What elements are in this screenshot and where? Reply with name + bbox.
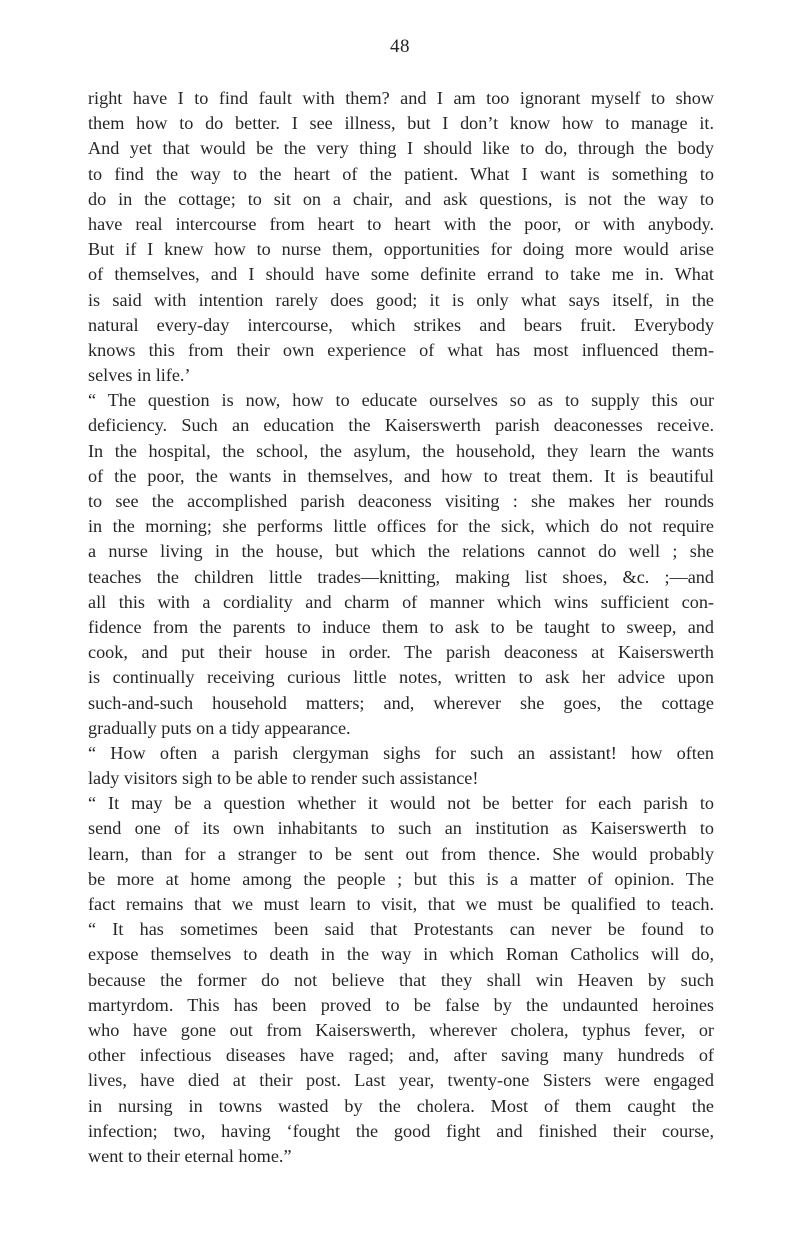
text-line: martyrdom. This has been proved to be false by the undaunted heroines bbox=[88, 994, 714, 1015]
text-line: “ The question is now, how to educate ourselves so as to supply this our bbox=[88, 390, 714, 411]
text-line: other infectious diseases have raged; and, after saving many hundreds of bbox=[88, 1045, 714, 1066]
text-line: infection; two, having ‘fought the good fight and finished their course, bbox=[88, 1120, 714, 1141]
text-line: gradually puts on a tidy appearance. bbox=[88, 717, 351, 738]
text-line: knows this from their own experience of what has most influenced them- bbox=[88, 339, 714, 360]
text-line: teaches the children little trades—knitting, making list shoes, &c. ;—and bbox=[88, 566, 714, 587]
text-line: And yet that would be the very thing I should like to do, through the body bbox=[88, 138, 714, 159]
text-line: them how to do better. I see illness, but I don’t know how to manage it. bbox=[88, 113, 714, 134]
text-line: But if I knew how to nurse them, opportunities for doing more would arise bbox=[88, 239, 714, 260]
text-line: send one of its own inhabitants to such an institution as Kaiserswerth to bbox=[88, 818, 714, 839]
text-line: in nursing in towns wasted by the cholera. Most of them caught the bbox=[88, 1095, 714, 1116]
text-line: lady visitors sigh to be able to render such assistance! bbox=[88, 768, 479, 789]
text-line: in the morning; she performs little offices for the sick, which do not require bbox=[88, 516, 714, 537]
text-line: be more at home among the people ; but this is a matter of opinion. The bbox=[88, 868, 714, 889]
text-line: have real intercourse from heart to heart with the poor, or with anybody. bbox=[88, 213, 714, 234]
text-line: is said with intention rarely does good; it is only what says itself, in the bbox=[88, 289, 714, 310]
body-text bbox=[88, 86, 714, 1169]
text-line: is continually receiving curious little notes, written to ask her advice upon bbox=[88, 667, 714, 688]
text-line: to find the way to the heart of the patient. What I want is something to bbox=[88, 163, 714, 184]
text-line: right have I to find fault with them? and I am too ignorant myself to show bbox=[88, 88, 714, 108]
text-line: such-and-such household matters; and, wherever she goes, the cottage bbox=[88, 692, 714, 713]
text-line: selves in life.’ bbox=[88, 365, 191, 386]
text-line: fact remains that we must learn to visit, that we must be qualified to teach. bbox=[88, 894, 714, 914]
text-line: natural every-day intercourse, which strikes and bears fruit. Everybody bbox=[88, 314, 714, 335]
text-line: all this with a cordiality and charm of manner which wins sufficient con- bbox=[88, 591, 714, 612]
text-line: “ It has sometimes been said that Protestants can never be found to bbox=[88, 919, 714, 940]
page-number: 48 bbox=[390, 36, 410, 57]
text-line: do in the cottage; to sit on a chair, and ask questions, is not the way to bbox=[88, 188, 714, 209]
text-line: of the poor, the wants in themselves, and how to treat them. It is beautiful bbox=[88, 465, 714, 486]
text-line: deficiency. Such an education the Kaiserswerth parish deaconesses receive. bbox=[88, 415, 714, 436]
text-line: “ It may be a question whether it would not be better for each parish to bbox=[88, 793, 714, 814]
text-line: fidence from the parents to induce them to ask to be taught to sweep, and bbox=[88, 616, 714, 637]
text-line: expose themselves to death in the way in which Roman Catholics will do, bbox=[88, 944, 714, 965]
text-line: a nurse living in the house, but which the relations cannot do well ; she bbox=[88, 541, 714, 562]
text-line: learn, than for a stranger to be sent out from thence. She would probably bbox=[88, 843, 714, 864]
text-line: lives, have died at their post. Last year, twenty-one Sisters were engaged bbox=[88, 1070, 714, 1091]
text-line: went to their eternal home.” bbox=[88, 1145, 292, 1166]
text-line: of themselves, and I should have some definite errand to take me in. What bbox=[88, 264, 714, 285]
text-line: who have gone out from Kaiserswerth, wherever cholera, typhus fever, or bbox=[88, 1019, 714, 1040]
text-line: because the former do not believe that they shall win Heaven by such bbox=[88, 969, 714, 990]
text-line: cook, and put their house in order. The parish deaconess at Kaiserswerth bbox=[88, 642, 714, 663]
text-line: In the hospital, the school, the asylum, the household, they learn the wants bbox=[88, 440, 714, 461]
text-line: to see the accomplished parish deaconess visiting : she makes her rounds bbox=[88, 491, 714, 511]
text-line: “ How often a parish clergyman sighs for such an assistant! how often bbox=[88, 742, 714, 763]
